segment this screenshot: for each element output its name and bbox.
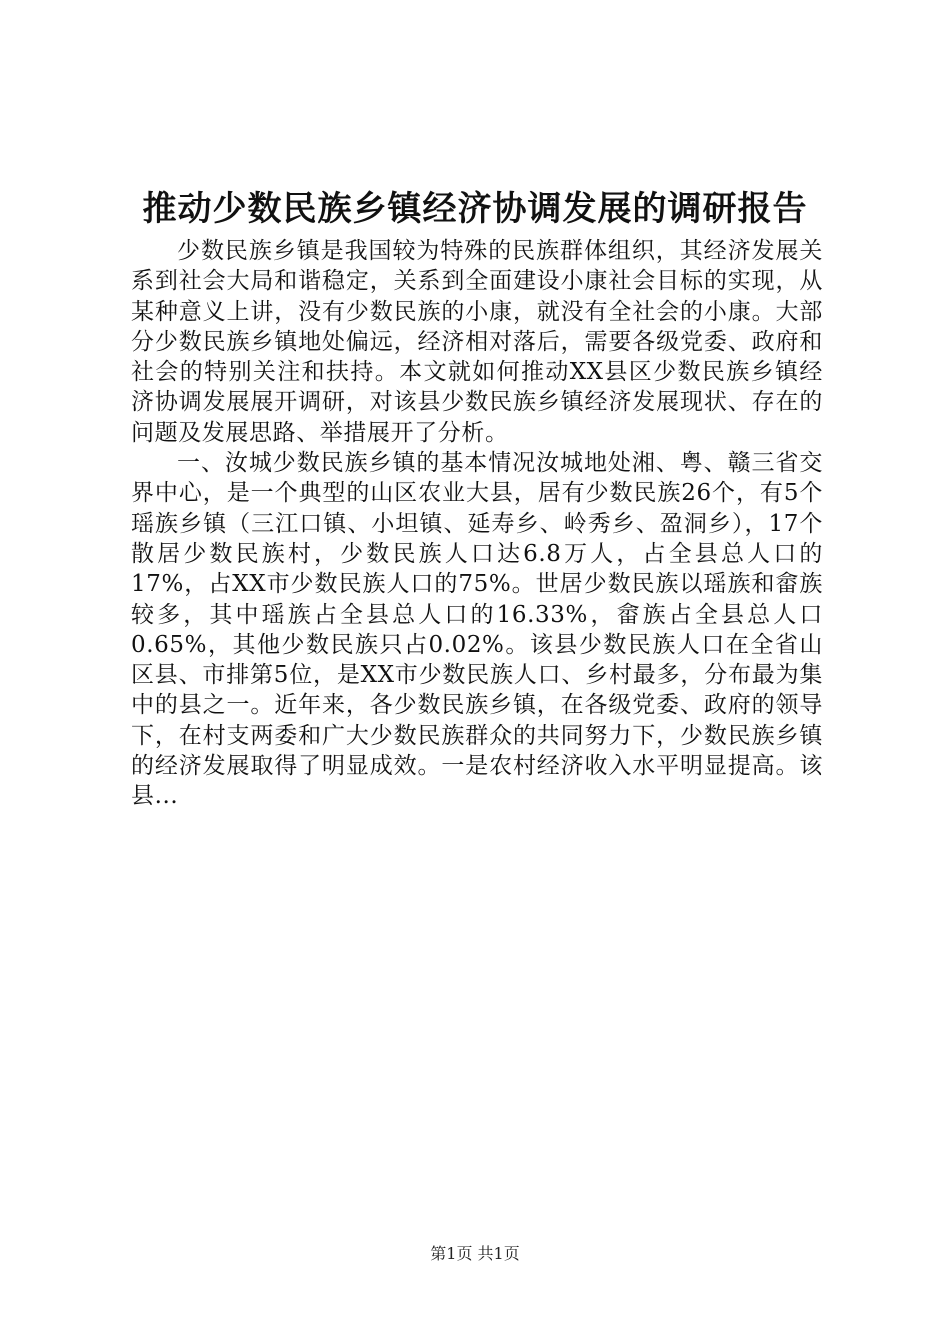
document-title: 推动少数民族乡镇经济协调发展的调研报告 [142,189,808,229]
document-body [131,236,823,812]
paragraph-intro: 少数民族乡镇是我国较为特殊的民族群体组织，其经济发展关系到社会大局和谐稳定，关系到全面建设小康社会目标的实现，从某种意义上讲，没有少数民族的小康，就没有全社会的小康。大部分少数民族乡镇地处偏远，经济相对落后，需要各级党委、政府和社会的特别关注和扶持。本文就如何推动XX县区少数民族乡镇经济协调发展展开调研，对该县少数民族乡镇经济发展现状、存在的问题及发展思路、举措展开了分析。 [131,238,823,446]
paragraph-basic-situation: 一、汝城少数民族乡镇的基本情况汝城地处湘、粤、赣三省交界中心，是一个典型的山区农业大县，居有少数民族26个，有5个瑶族乡镇（三江口镇、小坦镇、延寿乡、岭秀乡、盈洞乡），17个散居少数民族村，少数民族人口达6.8万人，占全县总人口的17%，占XX市少数民族人口的75%。世居少数民族以瑶族和畲族较多，其中瑶族占全县总人口的16.33%，畲族占全县总人口0.65%，其他少数民族只占0.02%。该县少数民族人口在全省山区县、市排第5位，是XX市少数民族人口、乡村最多，分布最为集中的县之一。近年来，各少数民族乡镇，在各级党委、政府的领导下，在村支两委和广大少数民族群众的共同努力下，少数民族乡镇的经济发展取得了明显成效。一是农村经济收入水平明显提高。该县... [131,450,823,810]
page-footer: 第1页 共1页 [430,1244,520,1263]
